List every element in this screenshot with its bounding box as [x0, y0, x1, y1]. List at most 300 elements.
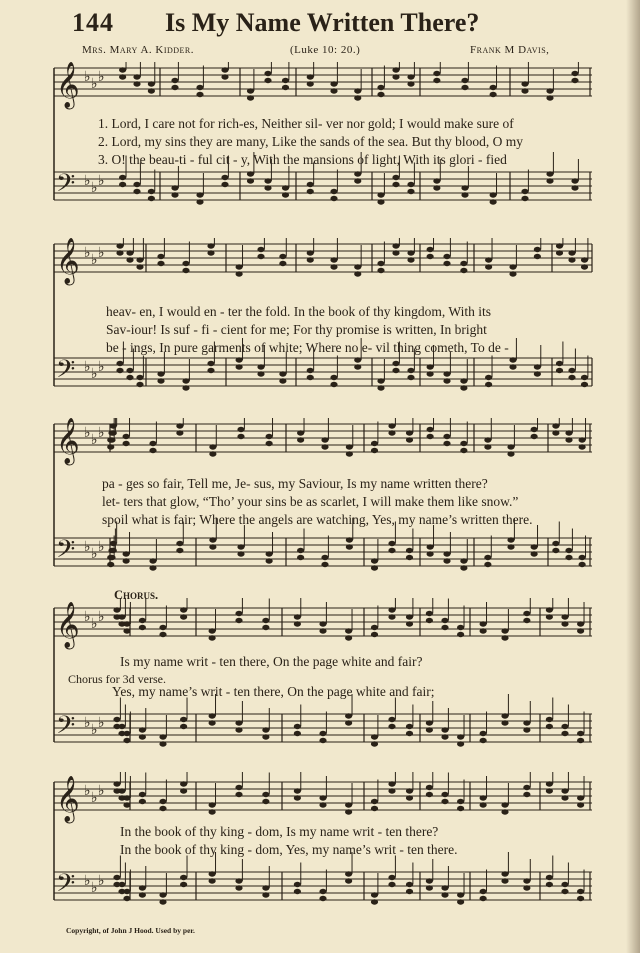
note-head	[427, 371, 434, 376]
note-head	[441, 885, 448, 890]
note-head	[443, 558, 450, 563]
note-head	[319, 731, 326, 736]
note-head	[123, 802, 130, 807]
note-head	[480, 889, 487, 894]
note-head	[123, 441, 130, 446]
note-head	[118, 724, 125, 729]
note-head	[480, 628, 487, 633]
note-head	[330, 81, 337, 86]
note-head	[561, 882, 568, 887]
note-head	[221, 67, 228, 72]
note-head	[180, 875, 187, 880]
note-head	[460, 268, 467, 273]
note-head	[282, 185, 289, 190]
note-head	[388, 882, 395, 887]
note-head	[262, 618, 269, 623]
note-head	[460, 261, 467, 266]
bass-clef-icon: 𝄢	[56, 355, 76, 390]
note-head	[209, 713, 216, 718]
note-head	[107, 555, 114, 560]
note-head	[149, 448, 156, 453]
note-head	[441, 799, 448, 804]
note-head	[581, 257, 588, 262]
note-head	[461, 185, 468, 190]
flat-sign-icon: ♭	[91, 790, 98, 806]
note-head	[297, 555, 304, 560]
note-head	[297, 430, 304, 435]
note-head	[116, 368, 123, 373]
note-head	[119, 175, 126, 180]
scripture-reference: (Luke 10: 20.)	[290, 44, 361, 56]
note-head	[235, 785, 242, 790]
note-head	[406, 788, 413, 793]
note-head	[427, 551, 434, 556]
system-2-verse-3: be - ings, In pure garments of white; Where no e- vil thing cometh, To de -	[106, 340, 509, 355]
note-head	[501, 720, 508, 725]
note-head	[571, 71, 578, 76]
flat-sign-icon: ♭	[91, 616, 98, 632]
note-head	[546, 614, 553, 619]
note-head	[107, 437, 114, 442]
note-head	[294, 882, 301, 887]
note-head	[266, 441, 273, 446]
note-head	[371, 565, 378, 570]
note-head	[521, 81, 528, 86]
note-head	[148, 196, 155, 201]
note-head	[406, 437, 413, 442]
note-head	[406, 430, 413, 435]
flat-sign-icon: ♭	[91, 880, 98, 896]
note-head	[209, 444, 216, 449]
note-head	[148, 88, 155, 93]
note-head	[388, 430, 395, 435]
note-head	[157, 261, 164, 266]
note-head	[523, 611, 530, 616]
note-head	[307, 375, 314, 380]
note-head	[392, 368, 399, 373]
note-head	[568, 375, 575, 380]
note-head	[371, 625, 378, 630]
note-head	[171, 78, 178, 83]
note-head	[523, 720, 530, 725]
note-head	[579, 444, 586, 449]
note-head	[136, 257, 143, 262]
note-head	[546, 95, 553, 100]
note-head	[279, 254, 286, 259]
note-head	[546, 882, 553, 887]
note-head	[581, 382, 588, 387]
note-head	[407, 257, 414, 262]
note-head	[509, 364, 516, 369]
note-head	[209, 635, 216, 640]
note-head	[123, 434, 130, 439]
note-head	[523, 885, 530, 890]
flat-sign-icon: ♭	[98, 609, 105, 625]
note-head	[577, 738, 584, 743]
note-head	[556, 243, 563, 248]
note-head	[388, 423, 395, 428]
note-head	[113, 781, 120, 786]
note-head	[552, 430, 559, 435]
note-head	[523, 792, 530, 797]
note-head	[266, 434, 273, 439]
note-head	[235, 878, 242, 883]
note-head	[123, 621, 130, 626]
note-head	[388, 717, 395, 722]
note-head	[507, 537, 514, 542]
chorus-line-1: Is my name writ - ten there, On the page white and fair?	[120, 654, 423, 669]
hymn-title: Is My Name Written There?	[165, 8, 480, 37]
note-head	[546, 171, 553, 176]
flat-sign-icon: ♭	[84, 783, 91, 799]
flat-sign-icon: ♭	[84, 715, 91, 731]
note-head	[426, 878, 433, 883]
note-head	[457, 625, 464, 630]
note-head	[568, 368, 575, 373]
note-head	[534, 254, 541, 259]
note-head	[490, 199, 497, 204]
note-head	[571, 78, 578, 83]
note-head	[148, 81, 155, 86]
note-head	[247, 95, 254, 100]
note-head	[297, 437, 304, 442]
note-head	[579, 437, 586, 442]
flat-sign-icon: ♭	[91, 432, 98, 448]
note-head	[279, 261, 286, 266]
bass-clef-icon: 𝄢	[56, 869, 76, 904]
note-head	[427, 247, 434, 252]
note-head	[264, 185, 271, 190]
bass-clef-icon: 𝄢	[56, 169, 76, 204]
note-head	[330, 264, 337, 269]
note-head	[561, 614, 568, 619]
note-head	[571, 178, 578, 183]
note-head	[119, 74, 126, 79]
note-head	[406, 795, 413, 800]
note-head	[354, 271, 361, 276]
flat-sign-icon: ♭	[91, 546, 98, 562]
note-head	[392, 175, 399, 180]
note-head	[371, 806, 378, 811]
note-head	[490, 85, 497, 90]
note-head	[207, 243, 214, 248]
note-head	[236, 357, 243, 362]
note-head	[307, 182, 314, 187]
note-head	[565, 437, 572, 442]
note-head	[371, 799, 378, 804]
note-head	[157, 254, 164, 259]
note-head	[546, 607, 553, 612]
bass-clef-icon: 𝄢	[56, 535, 76, 570]
note-head	[433, 178, 440, 183]
note-head	[501, 713, 508, 718]
note-head	[392, 243, 399, 248]
note-head	[247, 178, 254, 183]
flat-sign-icon: ♭	[98, 245, 105, 261]
note-head	[180, 781, 187, 786]
note-head	[180, 882, 187, 887]
note-head	[485, 382, 492, 387]
note-head	[484, 437, 491, 442]
note-head	[319, 795, 326, 800]
note-head	[407, 74, 414, 79]
note-head	[460, 385, 467, 390]
note-head	[319, 802, 326, 807]
note-head	[207, 368, 214, 373]
note-head	[319, 621, 326, 626]
note-head	[460, 558, 467, 563]
note-head	[126, 250, 133, 255]
note-head	[176, 423, 183, 428]
note-head	[330, 257, 337, 262]
note-head	[371, 632, 378, 637]
note-head	[371, 892, 378, 897]
note-head	[196, 92, 203, 97]
note-head	[377, 92, 384, 97]
note-head	[294, 724, 301, 729]
note-head	[133, 182, 140, 187]
note-head	[561, 889, 568, 894]
note-head	[113, 875, 120, 880]
note-head	[107, 444, 114, 449]
note-head	[392, 250, 399, 255]
note-head	[388, 875, 395, 880]
note-head	[490, 192, 497, 197]
note-head	[294, 731, 301, 736]
note-head	[307, 257, 314, 262]
note-head	[443, 441, 450, 446]
flat-sign-icon: ♭	[98, 539, 105, 555]
note-head	[159, 632, 166, 637]
note-head	[461, 85, 468, 90]
note-head	[371, 448, 378, 453]
system-1-verse-3: 3. O! the beau-ti - ful cit - y, With the mansions of light, With its glori - fied	[98, 152, 507, 167]
note-head	[139, 792, 146, 797]
note-head	[235, 727, 242, 732]
note-head	[556, 361, 563, 366]
treble-clef-icon: 𝄞	[56, 418, 80, 464]
note-head	[119, 67, 126, 72]
note-head	[297, 548, 304, 553]
note-head	[221, 182, 228, 187]
note-head	[262, 792, 269, 797]
note-head	[441, 892, 448, 897]
author-credit: Mrs. Mary A. Kidder.	[82, 44, 195, 56]
note-head	[577, 795, 584, 800]
note-head	[433, 78, 440, 83]
note-head	[235, 720, 242, 725]
note-head	[209, 720, 216, 725]
note-head	[279, 371, 286, 376]
note-head	[480, 896, 487, 901]
note-head	[377, 378, 384, 383]
note-head	[354, 171, 361, 176]
note-head	[579, 555, 586, 560]
note-head	[427, 544, 434, 549]
note-head	[123, 795, 130, 800]
note-head	[392, 74, 399, 79]
note-head	[221, 74, 228, 79]
note-head	[176, 541, 183, 546]
note-head	[149, 565, 156, 570]
flat-sign-icon: ♭	[84, 173, 91, 189]
note-head	[388, 724, 395, 729]
note-head	[262, 885, 269, 890]
note-head	[371, 441, 378, 446]
note-head	[509, 271, 516, 276]
note-head	[433, 71, 440, 76]
note-head	[407, 81, 414, 86]
note-head	[264, 178, 271, 183]
note-head	[247, 88, 254, 93]
note-head	[123, 558, 130, 563]
note-head	[319, 738, 326, 743]
note-head	[561, 788, 568, 793]
note-head	[377, 85, 384, 90]
note-head	[307, 81, 314, 86]
note-head	[552, 541, 559, 546]
note-head	[159, 734, 166, 739]
note-head	[501, 802, 508, 807]
note-head	[485, 257, 492, 262]
note-head	[354, 178, 361, 183]
note-head	[426, 792, 433, 797]
flat-sign-icon: ♭	[98, 425, 105, 441]
note-head	[307, 74, 314, 79]
flat-sign-icon: ♭	[98, 715, 105, 731]
note-head	[257, 371, 264, 376]
note-head	[441, 792, 448, 797]
flat-sign-icon: ♭	[98, 359, 105, 375]
note-head	[577, 621, 584, 626]
note-head	[577, 802, 584, 807]
system-5-line-1: In the book of thy king - dom, Is my name writ - ten there?	[120, 824, 439, 839]
note-head	[345, 720, 352, 725]
note-head	[501, 628, 508, 633]
flat-sign-icon: ♭	[91, 722, 98, 738]
note-head	[392, 182, 399, 187]
note-head	[392, 361, 399, 366]
note-head	[490, 92, 497, 97]
note-head	[546, 781, 553, 786]
note-head	[561, 731, 568, 736]
note-head	[123, 889, 130, 894]
note-head	[209, 537, 216, 542]
note-head	[196, 192, 203, 197]
note-head	[406, 889, 413, 894]
note-head	[139, 625, 146, 630]
flat-sign-icon: ♭	[84, 425, 91, 441]
note-head	[345, 802, 352, 807]
note-head	[388, 548, 395, 553]
note-head	[371, 899, 378, 904]
note-head	[426, 727, 433, 732]
note-head	[136, 375, 143, 380]
note-head	[159, 892, 166, 897]
note-head	[388, 541, 395, 546]
page-edge-shadow	[626, 0, 640, 953]
note-head	[294, 621, 301, 626]
chorus-line-2: Yes, my name’s writ - ten there, On the page white and fair;	[112, 684, 435, 699]
note-head	[176, 430, 183, 435]
note-head	[236, 264, 243, 269]
note-head	[133, 81, 140, 86]
note-head	[485, 375, 492, 380]
note-head	[443, 254, 450, 259]
note-head	[443, 551, 450, 556]
note-head	[266, 551, 273, 556]
note-head	[139, 727, 146, 732]
note-head	[176, 548, 183, 553]
note-head	[123, 731, 130, 736]
treble-clef-icon: 𝄞	[56, 62, 80, 108]
note-head	[556, 250, 563, 255]
note-head	[457, 806, 464, 811]
note-head	[480, 731, 487, 736]
note-head	[457, 892, 464, 897]
note-head	[407, 368, 414, 373]
note-head	[345, 871, 352, 876]
note-head	[221, 175, 228, 180]
note-head	[123, 551, 130, 556]
note-head	[460, 565, 467, 570]
note-head	[480, 802, 487, 807]
system-3-verse-2: let- ters that glow, “Tho’ your sins be as scarlet, I will make them like snow.”	[102, 494, 519, 509]
note-head	[346, 537, 353, 542]
note-head	[521, 88, 528, 93]
note-head	[180, 607, 187, 612]
note-head	[546, 88, 553, 93]
note-head	[523, 785, 530, 790]
system-5-line-2: In the book of thy king - dom, Yes, my name’s writ - ten there.	[120, 842, 458, 857]
note-head	[457, 632, 464, 637]
note-head	[116, 250, 123, 255]
note-head	[552, 423, 559, 428]
note-head	[441, 625, 448, 630]
note-head	[577, 731, 584, 736]
note-head	[182, 378, 189, 383]
note-head	[346, 444, 353, 449]
note-head	[523, 618, 530, 623]
note-head	[126, 257, 133, 262]
flat-sign-icon: ♭	[91, 252, 98, 268]
note-head	[480, 795, 487, 800]
flat-sign-icon: ♭	[91, 180, 98, 196]
note-head	[484, 444, 491, 449]
note-head	[159, 799, 166, 804]
note-head	[531, 544, 538, 549]
note-head	[149, 558, 156, 563]
note-head	[546, 788, 553, 793]
note-head	[406, 548, 413, 553]
note-head	[126, 368, 133, 373]
note-head	[534, 364, 541, 369]
note-head	[388, 607, 395, 612]
note-head	[441, 727, 448, 732]
note-head	[236, 271, 243, 276]
flat-sign-icon: ♭	[91, 366, 98, 382]
note-head	[235, 885, 242, 890]
note-head	[159, 625, 166, 630]
note-head	[577, 889, 584, 894]
note-head	[262, 799, 269, 804]
note-head	[182, 261, 189, 266]
note-head	[237, 544, 244, 549]
note-head	[209, 809, 216, 814]
note-head	[159, 741, 166, 746]
note-head	[264, 71, 271, 76]
note-head	[330, 88, 337, 93]
